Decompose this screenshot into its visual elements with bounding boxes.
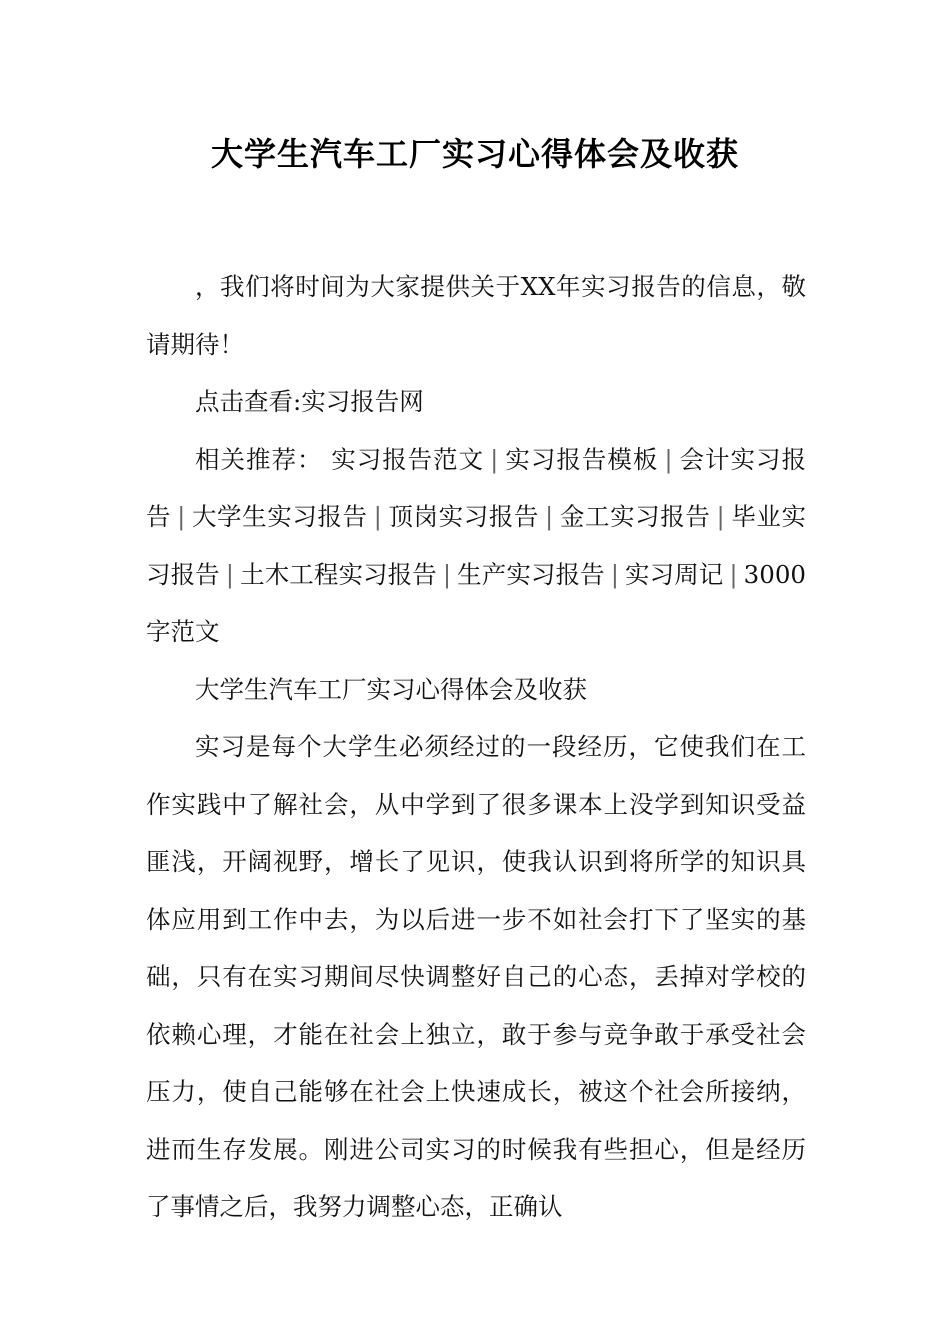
view-link[interactable]: 实习报告网 [301,387,424,416]
related-link[interactable]: 实习报告模板 [504,444,659,474]
link-separator: | [373,502,382,531]
intro-paragraph: ，我们将时间为大家提供关于XX年实习报告的信息，敬请期待！ [146,272,806,359]
related-link[interactable]: 顶岗实习报告 [387,502,540,531]
link-separator: | [664,444,673,474]
related-link[interactable]: 会计实习报告 [146,444,807,531]
related-label: 相关推荐： [195,444,323,474]
body-paragraph: 实习是每个大学生必须经过的一段经历，它使我们在工作实践中了解社会，从中学到了很多课本上没学到知识受益匪浅，开阔视野，增长了见识，使我认识到将所学的知识具体应用到工作中去，为以后进一步不如社会打下了坚实的基础，只有在实习期间尽快调整好自己的心态，丢掉对学校的依赖心理，才能在社会上独立，敢于参与竞争敢于承受社会压力，使自己能够在社会上快速成长，被这个社会所接纳，进而生存发展。刚进公司实习的时候我有些担心，但是经历了事情之后，我努力调整心态，正确认 [146,732,806,1221]
link-separator: | [729,559,738,589]
related-link[interactable]: 生产实习报告 [457,559,605,589]
link-separator: | [177,502,186,531]
related-link[interactable]: 毕业实习报告 [146,502,806,589]
section-heading: 大学生汽车工厂实习心得体会及收获 [195,674,587,704]
view-link-line [146,373,806,431]
related-link[interactable]: 土木工程实习报告 [240,559,437,589]
link-separator: | [545,502,554,531]
related-link[interactable]: 3000字范文 [146,559,807,646]
link-separator: | [225,559,235,589]
link-separator: | [610,559,619,589]
related-link[interactable]: 金工实习报告 [559,502,711,531]
link-separator: | [442,559,452,589]
document-body [146,258,806,1236]
view-link-label: 点击查看: [195,387,302,416]
related-link[interactable]: 实习报告范文 [331,444,485,474]
related-link[interactable]: 实习周记 [624,559,724,589]
document-title: 大学生汽车工厂实习心得体会及收获 [210,135,739,173]
link-separator: | [490,444,499,474]
related-links [146,431,806,661]
link-separator: | [716,502,725,531]
related-link[interactable]: 大学生实习报告 [191,502,368,531]
